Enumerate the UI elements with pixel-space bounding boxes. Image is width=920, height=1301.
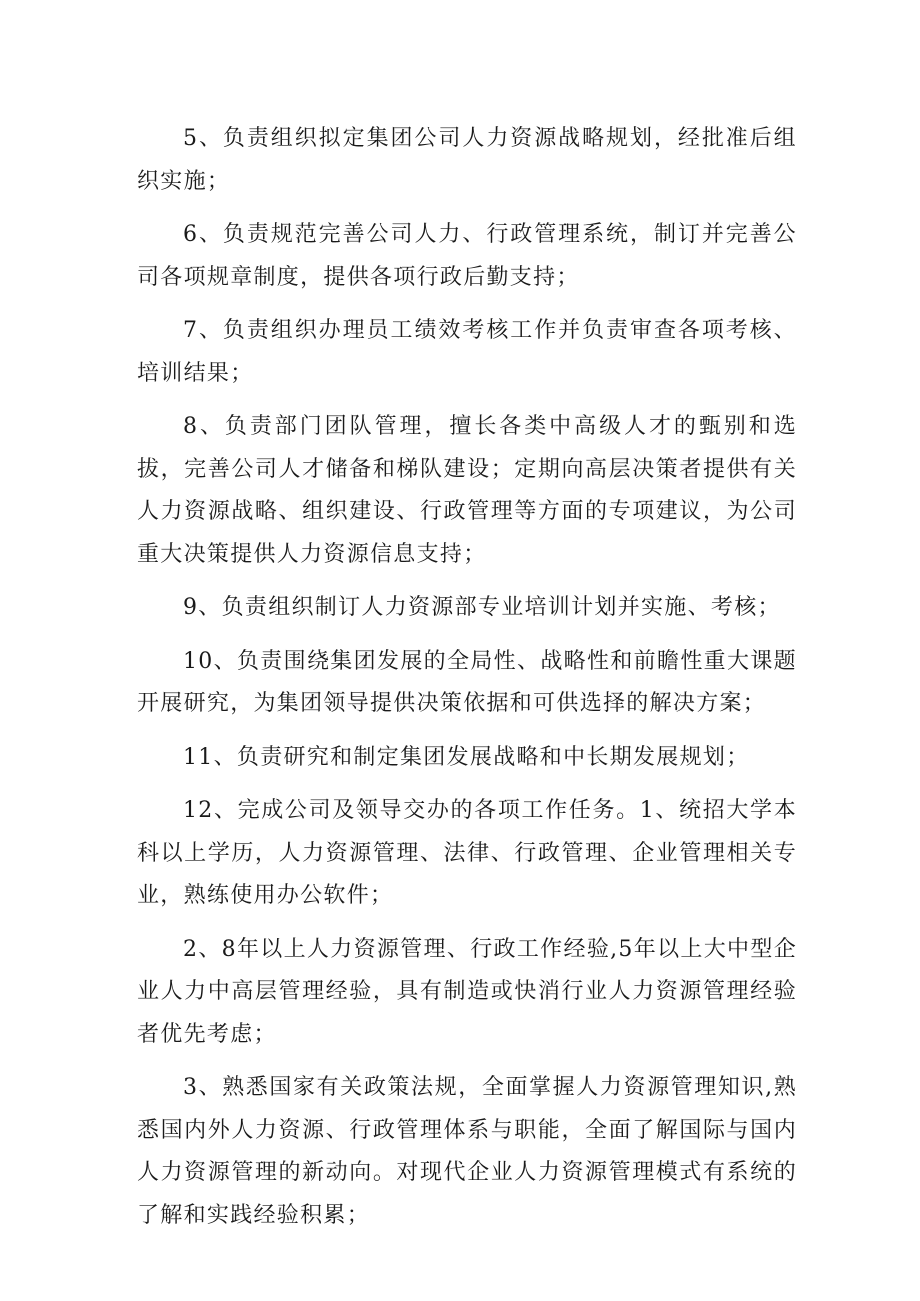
paragraph-item-10: 10、负责围绕集团发展的全局性、战略性和前瞻性重大课题开展研究，为集团领导提供决策依据和可供选择的解决方案； <box>137 648 797 716</box>
paragraph-item-5: 5、负责组织拟定集团公司人力资源战略规划，经批准后组织实施； <box>137 126 797 194</box>
paragraph-item-9: 9、负责组织制订人力资源部专业培训计划并实施、考核； <box>183 595 781 620</box>
paragraph-item-6: 6、负责规范完善公司人力、行政管理系统，制订并完善公司各项规章制度，提供各项行政后勤支持； <box>137 222 797 290</box>
requirement-item-2: 2、8年以上人力资源管理、行政工作经验,5年以上大中型企业人力中高层管理经验，具有制造或快消行业人力资源管理经验者优先考虑； <box>137 936 797 1047</box>
document-page <box>137 118 797 1248</box>
paragraph-item-8: 8、负责部门团队管理，擅长各类中高级人才的甄别和选拔，完善公司人才储备和梯队建设；定期向高层决策者提供有关人力资源战略、组织建设、行政管理等方面的专项建议，为公司重大决策提供人力资源信息支持； <box>137 414 797 567</box>
requirement-item-3: 3、熟悉国家有关政策法规，全面掌握人力资源管理知识,熟悉国内外人力资源、行政管理体系与职能，全面了解国际与国内人力资源管理的新动向。对现代企业人力资源管理模式有系统的了解和实践经验积累； <box>137 1075 797 1228</box>
paragraph-item-11: 11、负责研究和制定集团发展战略和中长期发展规划； <box>183 744 750 770</box>
paragraph-item-12: 12、完成公司及领导交办的各项工作任务。1、统招大学本科以上学历，人力资源管理、法律、行政管理、企业管理相关专业，熟练使用办公软件； <box>137 798 797 908</box>
paragraph-item-7: 7、负责组织办理员工绩效考核工作并负责审查各项考核、培训结果； <box>137 318 797 386</box>
